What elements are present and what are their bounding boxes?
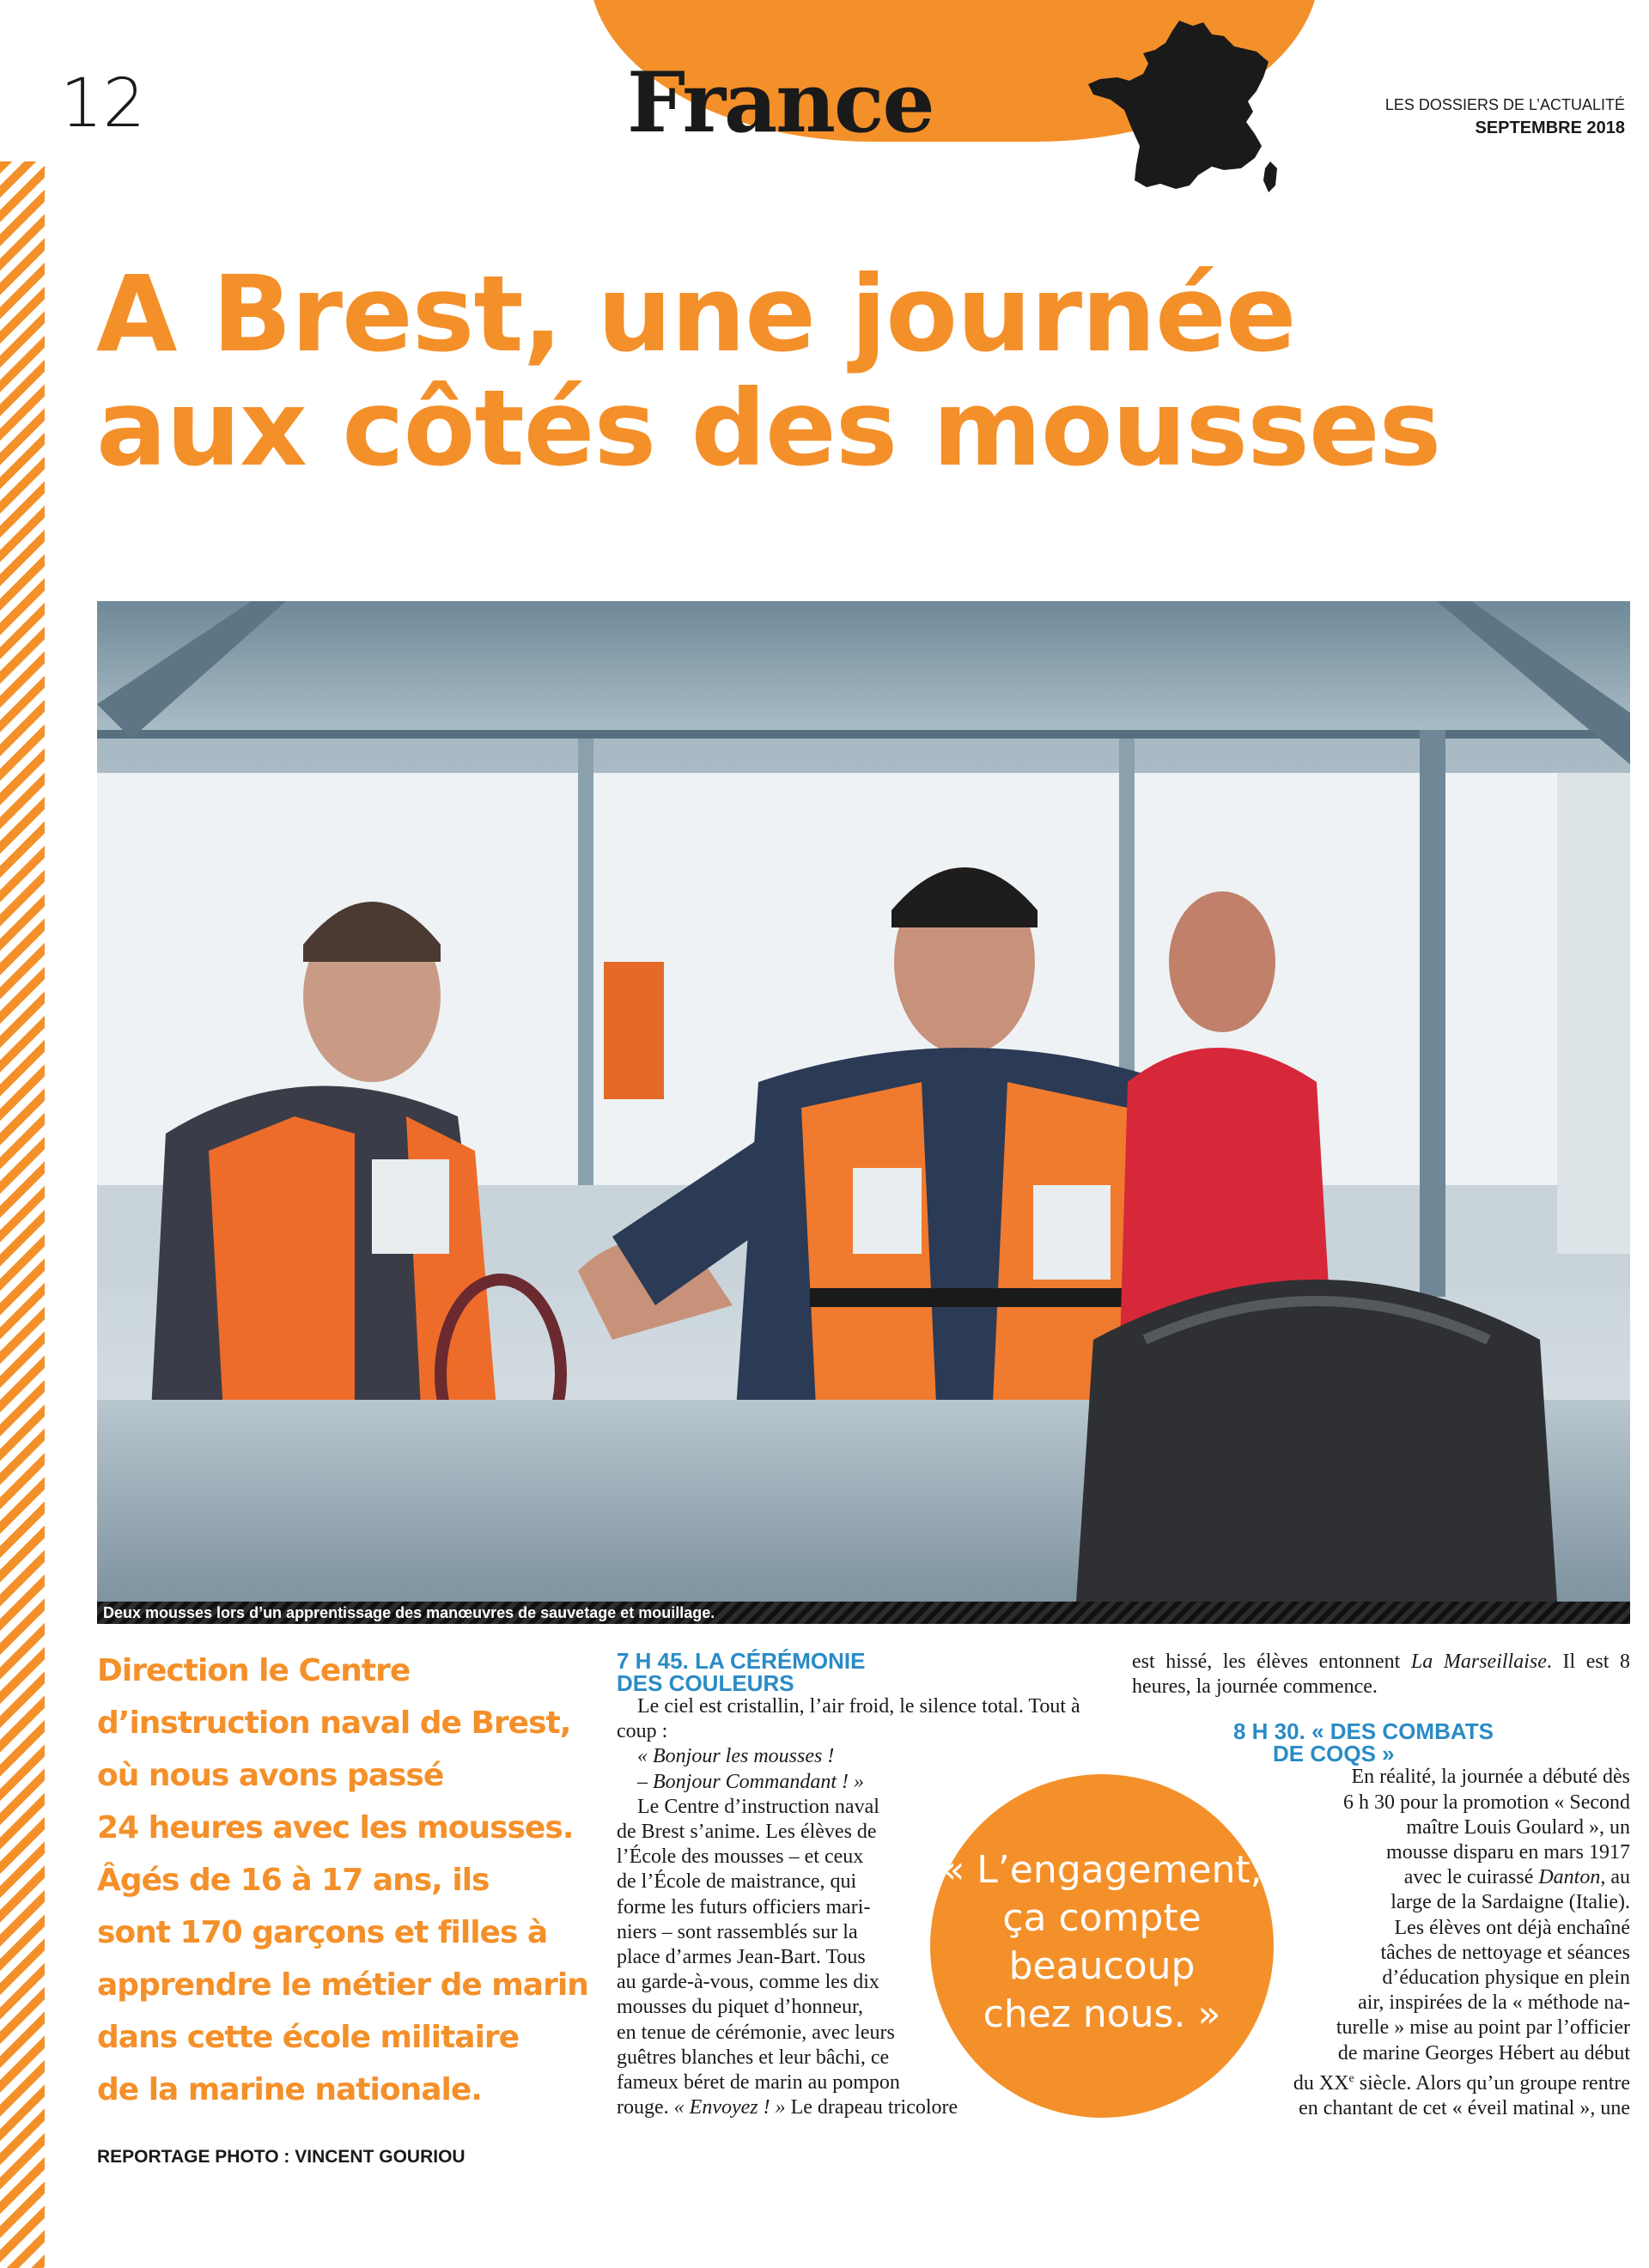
text-line: d’éducation physique en plein xyxy=(1382,1967,1630,1990)
pull-quote xyxy=(930,1846,1274,2039)
text-line: maître Louis Goulard », un xyxy=(1406,1815,1630,1839)
text-line: Les élèves ont déjà enchaîné xyxy=(1394,1916,1630,1939)
text-line: avec le cuirassé Danton, au xyxy=(1403,1866,1630,1889)
intro-line: 24 heures avec les mousses. xyxy=(97,1810,574,1845)
subhead-title: LA CÉRÉMONIE xyxy=(695,1648,866,1674)
subhead-title: « DES COMBATS xyxy=(1311,1718,1494,1745)
text-line: de marine Georges Hébert au début xyxy=(1337,2041,1630,2064)
text-line: l’École des mousses – et ceux xyxy=(617,1845,864,1869)
subhead-title: DE COQS » xyxy=(1273,1741,1395,1767)
pull-quote-line: beaucoup xyxy=(1008,1944,1196,1988)
subhead-title: DES COULEURS xyxy=(617,1670,794,1696)
text-line: forme les futurs officiers mari- xyxy=(617,1895,871,1918)
text-line: de Brest s’anime. Les élèves de xyxy=(617,1821,877,1844)
headline-line-2: aux côtés des mousses xyxy=(96,368,1441,489)
text-line: turelle » mise au point par l’officier xyxy=(1336,2016,1630,2040)
intro-line: Direction le Centre xyxy=(97,1653,411,1688)
intro-line: d’instruction naval de Brest, xyxy=(97,1706,571,1741)
intro-line: dans cette école militaire xyxy=(97,2020,520,2055)
text-line: au garde-à-vous, comme les dix xyxy=(617,1971,879,1994)
page-number: 12 xyxy=(60,65,146,143)
france-map-icon xyxy=(1086,17,1284,193)
text-line: En réalité, la journée a débuté dès xyxy=(1351,1766,1630,1789)
photo-caption: Deux mousses lors d’un apprentissage des manœuvres de sauvetage et mouillage. xyxy=(103,1604,715,1621)
text-line: Le Centre d’instruction naval xyxy=(637,1795,879,1818)
subhead-time: 8 H 30. xyxy=(1233,1718,1305,1745)
text-line: niers – sont rassemblés sur la xyxy=(617,1920,858,1943)
intro-line: où nous avons passé xyxy=(97,1758,444,1793)
headline-line-1: A Brest, une journée xyxy=(96,253,1296,375)
article-intro xyxy=(97,1645,604,2116)
intro-line: Âgés de 16 à 17 ans, ils xyxy=(97,1863,490,1898)
dialogue-line: – Bonjour Commandant ! » xyxy=(637,1770,864,1793)
section-title: France xyxy=(627,54,934,151)
text-line: 6 h 30 pour la promotion « Second xyxy=(1343,1791,1630,1814)
decorative-stripe xyxy=(0,161,45,2268)
subhead-combats xyxy=(1132,1720,1630,1765)
headline xyxy=(96,253,1625,489)
subhead-time: 7 H 45. xyxy=(617,1648,689,1674)
text-line: mousses du piquet d’honneur, xyxy=(617,1996,864,2019)
article-column-1 xyxy=(617,1648,1080,2120)
text-line: en tenue de cérémonie, avec leurs xyxy=(617,2021,895,2044)
subhead-ceremonie xyxy=(617,1650,922,1694)
text-line: place d’armes Jean-Bart. Tous xyxy=(617,1946,866,1969)
intro-line: de la marine nationale. xyxy=(97,2072,482,2107)
publication-name: LES DOSSIERS DE L’ACTUALITÉ xyxy=(1384,96,1625,113)
text-line: rouge. « Envoyez ! » Le drapeau tricolore xyxy=(617,2096,958,2119)
intro-line: sont 170 garçons et filles à xyxy=(97,1915,548,1950)
article-photo xyxy=(97,601,1630,1602)
text-line: fameux béret de marin au pompon xyxy=(617,2071,900,2095)
text-line: en chantant de cet « éveil matinal », une xyxy=(1299,2097,1630,2120)
pull-quote-line: ça compte xyxy=(1002,1896,1202,1940)
paragraph: est hissé, les élèves entonnent La Marseillaise. Il est 8 heures, la journée commence. xyxy=(1132,1651,1630,1699)
text-line: tâches de nettoyage et séances xyxy=(1380,1941,1630,1964)
intro-line: apprendre le métier de marin xyxy=(97,1967,588,2003)
text-line: mousse disparu en mars 1917 xyxy=(1386,1841,1630,1864)
pull-quote-line: chez nous. » xyxy=(983,1992,1221,2036)
text-line: du XXe siècle. Alors qu’un groupe rentre xyxy=(1293,2071,1630,2095)
pull-quote-line: « L’engagement, xyxy=(941,1848,1263,1892)
text-line: guêtres blanches et leur bâchi, ce xyxy=(617,2046,890,2069)
dialogue-line: « Bonjour les mousses ! xyxy=(637,1745,835,1768)
paragraph: Le ciel est cristallin, l’air froid, le silence total. Tout à coup : xyxy=(617,1695,1080,1743)
text-line: large de la Sardaigne (Italie). xyxy=(1390,1891,1630,1914)
publication-date: SEPTEMBRE 2018 xyxy=(1475,119,1625,137)
photo-credit: REPORTAGE PHOTO : VINCENT GOURIOU xyxy=(97,2147,465,2167)
text-line: de l’École de maistrance, qui xyxy=(617,1870,857,1894)
text-line: air, inspirées de la « méthode na- xyxy=(1358,1991,1630,2015)
